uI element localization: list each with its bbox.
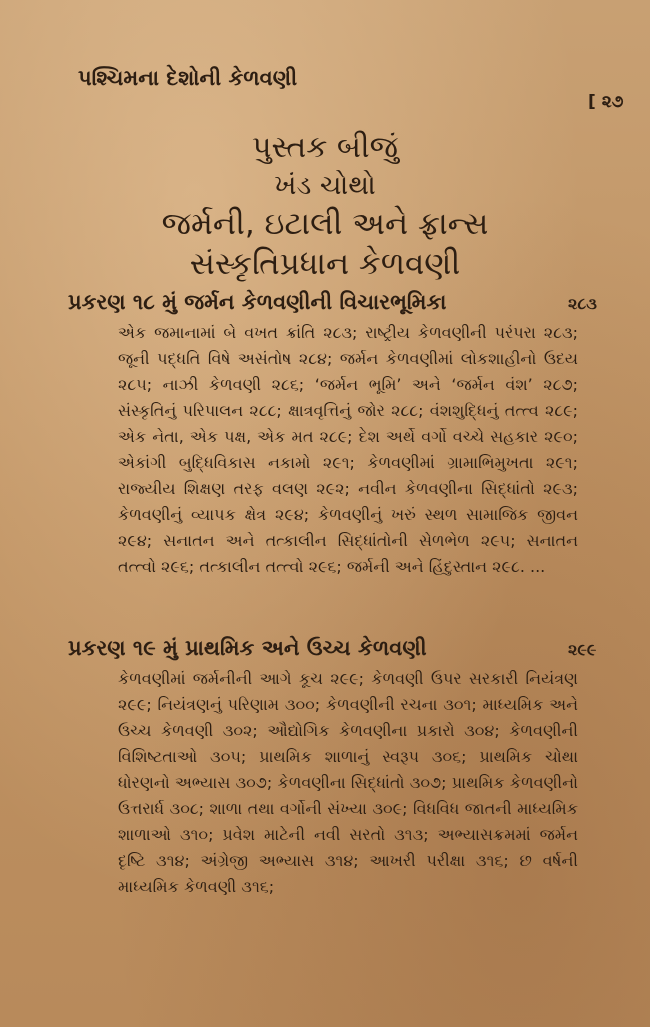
running-head: પશ્ચિમના દેશોની કેળવણી — [78, 66, 298, 90]
section-title: ખંડ ચોથો — [274, 170, 376, 201]
chapter-18-contents-text: એક જમાનામાં બે વખત ક્રાંતિ ૨૮૩; રાષ્ટ્રીય કેળવણીની પરંપરા ૨૮૩; જૂની પદ્ધતિ વિષે અસંતોષ ૨૮૪; જર્મન કેળવણીમાં લોકશાહીનો ઉદય ૨૮૫; નાઝી કેળવણી ૨૮૬; ‘જર્મન ભૂમિ’ અને ‘જર્મન વંશ’ ૨૮૭; સંસ્કૃતિનું પરિપાલન ૨૮૮; ક્ષાત્રવૃત્તિનું જોર ૨૮૮; વંશશુદ્ધિનું તત્ત્વ ૨૮૯; એક નેતા, એક પક્ષ, એક મત ૨૮૯; દેશ અર્થે વર્ગો વચ્ચે સહકાર ૨૯૦; એકાંગી બુદ્ધિવિકાસ નકામો ૨૯૧; કેળવણીમાં ગ્રામાભિમુખતા ૨૯૧; રાજ્યીય શિક્ષણ તરફ વલણ ૨૯૨; નવીન કેળવણીના સિદ્ધાંતો ૨૯૩; કેળવણીનું વ્યાપક ક્ષેત્ર ૨૯૪; કેળવણીનું ખરું સ્થળ સામાજિક જીવન ૨૯૪; સનાતન અને તત્કાલીન સિદ્ધાંતોની સેળભેળ ૨૯૫; સનાતન તત્ત્વો ૨૯૬; તત્કાલીન તત્ત્વો ૨૯૬; જર્મની અને હિંદુસ્તાન ૨૯૮. ... — [118, 323, 578, 576]
main-title-line-1: જર્મની, ઇટાલી અને ફ્રાન્સ — [161, 206, 489, 242]
chapter-19-contents — [118, 666, 578, 900]
main-title-line-2: સંસ્કૃતિપ્રધાન કેળવણી — [189, 246, 461, 282]
chapter-19-contents-text: કેળવણીમાં જર્મનીની આગે કૂચ ૨૯૯; કેળવણી ઉપર સરકારી નિયંત્રણ ૨૯૯; નિયંત્રણનું પરિણામ ૩૦૦; કેળવણીની રચના ૩૦૧; માધ્યમિક અને ઉચ્ચ કેળવણી ૩૦૨; ઔદ્યોગિક કેળવણીના પ્રકારો ૩૦૪; કેળવણીની વિશિષ્ટતાઓ ૩૦૫; પ્રાથમિક શાળાનું સ્વરૂપ ૩૦૬; પ્રાથમિક ચોથા ધોરણનો અભ્યાસ ૩૦૭; કેળવણીના સિદ્ધાંતો ૩૦૭; પ્રાથમિક કેળવણીનો ઉત્તરાર્ધ ૩૦૮; શાળા તથા વર્ગોની સંખ્યા ૩૦૯; વિધવિધ જાતની માધ્યમિક શાળાઓ ૩૧૦; પ્રવેશ માટેની નવી સરતો ૩૧૩; અભ્યાસક્રમમાં જર્મન દૃષ્ટિ ૩૧૪; અંગ્રેજી અભ્યાસ ૩૧૪; આખરી પરીક્ષા ૩૧૬; છ વર્ષની માધ્યમિક કેળવણી ૩૧૬; — [118, 669, 578, 896]
page-number: [ ૨૭ — [588, 92, 624, 112]
chapter-18-contents — [118, 320, 578, 580]
part-title: પુસ્તક બીજું — [252, 130, 398, 165]
chapter-18-page: ૨૮૩ — [568, 294, 597, 313]
chapter-19-heading: પ્રકરણ ૧૯ મું પ્રાથમિક અને ઉચ્ચ કેળવણી — [68, 636, 427, 660]
chapter-19-page: ૨૯૯ — [568, 640, 597, 659]
chapter-18-heading: પ્રકરણ ૧૮ મું જર્મન કેળવણીની વિચારભૂમિકા — [68, 290, 447, 314]
